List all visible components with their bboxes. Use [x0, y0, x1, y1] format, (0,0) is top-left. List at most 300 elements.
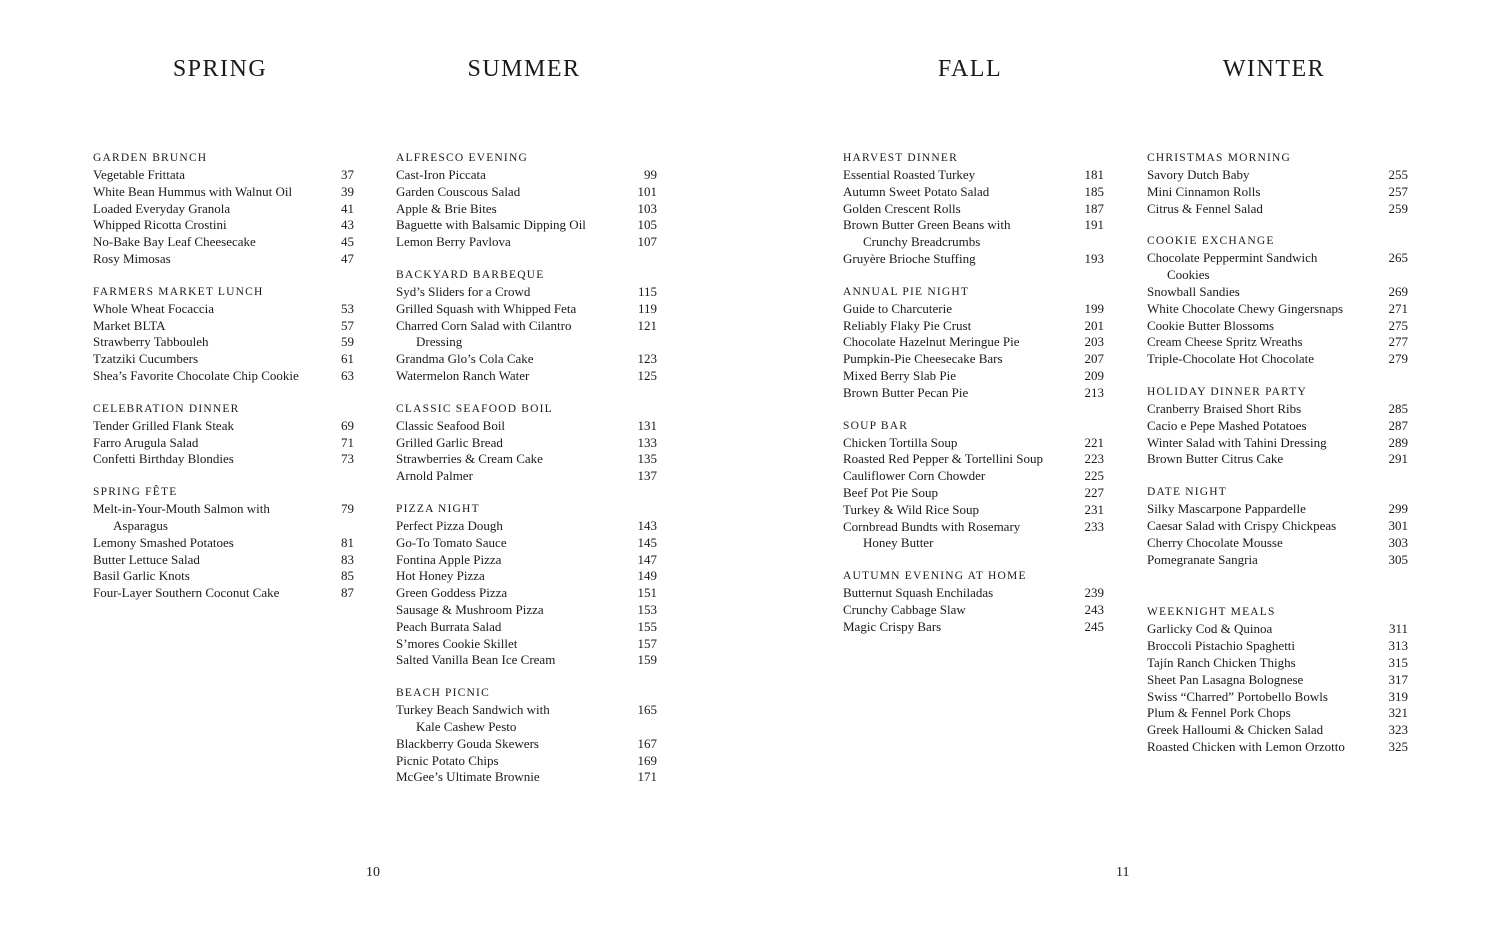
recipe-page-number: 207: [1084, 351, 1104, 367]
recipe-name: Sheet Pan Lasagna Bolognese: [1147, 671, 1304, 687]
recipe-entry: [1147, 739, 1408, 756]
recipe-page-number: 157: [637, 635, 657, 651]
menu-title: HOLIDAY DINNER PARTY: [1147, 385, 1308, 398]
menu-title: WEEKNIGHT MEALS: [1147, 606, 1276, 619]
winter-column: [1147, 150, 1408, 772]
recipe-entry: [843, 435, 1104, 452]
recipe-name: White Bean Hummus with Walnut Oil: [93, 183, 293, 199]
menu-title: AUTUMN EVENING AT HOME: [843, 570, 1027, 583]
recipe-page-number: 169: [637, 752, 657, 768]
recipe-entry: [93, 251, 354, 268]
recipe-page-number: 311: [1388, 621, 1408, 637]
recipe-name-continued: Honey Butter: [863, 535, 934, 551]
recipe-name: Cherry Chocolate Mousse: [1147, 534, 1283, 550]
recipe-name: Baguette with Balsamic Dipping Oil: [396, 217, 586, 233]
recipe-entry: [1147, 518, 1408, 535]
menu-section: [93, 401, 354, 468]
menu-section: [396, 267, 657, 385]
menu-section: [93, 284, 354, 385]
recipe-page-number: 71: [341, 434, 354, 450]
recipe-entry: [1147, 705, 1408, 722]
recipe-entry: [1147, 722, 1408, 739]
recipe-name: Reliably Flaky Pie Crust: [843, 317, 972, 333]
recipe-entry: [396, 451, 657, 468]
recipe-name: Peach Burrata Salad: [396, 618, 502, 634]
recipe-name: Tzatziki Cucumbers: [93, 351, 199, 367]
recipe-entry: [396, 301, 657, 318]
menu-title: BACKYARD BARBEQUE: [396, 268, 545, 281]
recipe-page-number: 313: [1388, 638, 1408, 654]
recipe-page-number: 191: [1084, 217, 1104, 233]
recipe-name: Loaded Everyday Granola: [93, 200, 231, 216]
recipe-name: Cauliflower Corn Chowder: [843, 468, 986, 484]
recipe-page-number: 171: [637, 769, 657, 785]
recipe-name: White Chocolate Chewy Gingersnaps: [1147, 300, 1344, 316]
recipe-entry: [396, 585, 657, 602]
menu-section: [843, 418, 1104, 553]
recipe-page-number: 135: [637, 451, 657, 467]
recipe-name: Greek Halloumi & Chicken Salad: [1147, 722, 1324, 738]
recipe-name: Picnic Potato Chips: [396, 752, 499, 768]
recipe-entry: [93, 201, 354, 218]
recipe-entry: [396, 284, 657, 301]
recipe-entry: [396, 201, 657, 218]
recipe-name: Basil Garlic Knots: [93, 568, 190, 584]
recipe-name: Four-Layer Southern Coconut Cake: [93, 585, 280, 601]
recipe-name: Lemony Smashed Potatoes: [93, 534, 234, 550]
menu-title: SOUP BAR: [843, 419, 909, 432]
recipe-page-number: 271: [1388, 300, 1408, 316]
recipe-entry: [396, 368, 657, 385]
recipe-name: Chocolate Hazelnut Meringue Pie: [843, 334, 1020, 350]
recipe-entry: [843, 602, 1104, 619]
recipe-name: Roasted Chicken with Lemon Orzotto: [1147, 738, 1345, 754]
recipe-name: Cream Cheese Spritz Wreaths: [1147, 334, 1303, 350]
recipe-entry: [396, 535, 657, 552]
recipe-entry: [396, 468, 657, 485]
recipe-entry: [1147, 655, 1408, 672]
recipe-entry: [1147, 418, 1408, 435]
recipe-name: Apple & Brie Bites: [396, 200, 497, 216]
recipe-entry: [396, 518, 657, 535]
menu-section: [93, 484, 354, 602]
recipe-page-number: 123: [637, 351, 657, 367]
recipe-name: No-Bake Bay Leaf Cheesecake: [93, 234, 256, 250]
recipe-page-number: 61: [341, 351, 354, 367]
recipe-name: Strawberry Tabbouleh: [93, 334, 209, 350]
recipe-name: Grandma Glo’s Cola Cake: [396, 351, 534, 367]
recipe-page-number: 213: [1084, 384, 1104, 400]
recipe-page-number: 45: [341, 234, 354, 250]
recipe-name: Shea’s Favorite Chocolate Chip Cookie: [93, 367, 299, 383]
recipe-page-number: 277: [1388, 334, 1408, 350]
recipe-page-number: 193: [1084, 250, 1104, 266]
menu-title: ALFRESCO EVENING: [396, 152, 528, 164]
recipe-name: Butter Lettuce Salad: [93, 551, 200, 567]
recipe-page-number: 87: [341, 585, 354, 601]
recipe-entry: [843, 619, 1104, 636]
menu-section: [843, 284, 1104, 402]
recipe-entry: [843, 251, 1104, 268]
recipe-page-number: 133: [637, 434, 657, 450]
recipe-page-number: 203: [1084, 334, 1104, 350]
menu-title: CELEBRATION DINNER: [93, 402, 240, 415]
menu-title: BEACH PICNIC: [396, 687, 490, 700]
recipe-name: McGee’s Ultimate Brownie: [396, 769, 540, 785]
recipe-entry: [93, 552, 354, 569]
recipe-name: Charred Corn Salad with Cilantro: [396, 317, 572, 333]
recipe-page-number: 323: [1388, 722, 1408, 738]
recipe-name: Hot Honey Pizza: [396, 568, 485, 584]
recipe-page-number: 185: [1084, 183, 1104, 199]
recipe-name: Savory Dutch Baby: [1147, 167, 1250, 182]
recipe-name: Mini Cinnamon Rolls: [1147, 183, 1261, 199]
recipe-name: Whipped Ricotta Crostini: [93, 217, 227, 233]
recipe-entry: [843, 351, 1104, 368]
recipe-name: Market BLTA: [93, 317, 166, 333]
recipe-entry: [843, 468, 1104, 485]
recipe-entry: [396, 753, 657, 770]
recipe-page-number: 317: [1388, 671, 1408, 687]
recipe-page-number: 245: [1084, 618, 1104, 634]
recipe-page-number: 63: [341, 367, 354, 383]
recipe-entry: [1147, 689, 1408, 706]
recipe-page-number: 151: [637, 585, 657, 601]
recipe-entry: [93, 568, 354, 585]
menu-section: [396, 501, 657, 669]
recipe-entry: [396, 769, 657, 786]
recipe-entry: [1147, 201, 1408, 218]
menu-title: DATE NIGHT: [1147, 486, 1228, 499]
recipe-page-number: 279: [1388, 351, 1408, 367]
fall-column: [843, 150, 1104, 652]
recipe-page-number: 201: [1084, 317, 1104, 333]
recipe-name-continued: Dressing: [416, 334, 463, 350]
recipe-entry: [396, 234, 657, 251]
recipe-name: Golden Crescent Rolls: [843, 200, 961, 216]
menu-section: [843, 568, 1104, 635]
recipe-entry: [1147, 301, 1408, 318]
spring-column: [93, 150, 354, 618]
recipe-entry: [1147, 501, 1408, 518]
recipe-page-number: 227: [1084, 484, 1104, 500]
recipe-name: Cacio e Pepe Mashed Potatoes: [1147, 417, 1307, 433]
recipe-entry: [1147, 621, 1408, 638]
recipe-entry: [93, 167, 354, 184]
recipe-page-number: 43: [341, 217, 354, 233]
recipe-entry: [93, 535, 354, 552]
recipe-name: Cornbread Bundts with Rosemary: [843, 518, 1021, 534]
recipe-entry: [396, 418, 657, 435]
recipe-entry: [1147, 167, 1408, 184]
recipe-name: Autumn Sweet Potato Salad: [843, 183, 990, 199]
recipe-name: Go-To Tomato Sauce: [396, 534, 507, 550]
recipe-entry: [843, 201, 1104, 218]
recipe-page-number: 301: [1388, 517, 1408, 533]
recipe-name: Pumpkin-Pie Cheesecake Bars: [843, 351, 1003, 367]
recipe-page-number: 225: [1084, 468, 1104, 484]
menu-title: CLASSIC SEAFOOD BOIL: [396, 402, 553, 415]
menu-title: CHRISTMAS MORNING: [1147, 152, 1292, 164]
menu-section: [1147, 150, 1408, 217]
recipe-entry: [93, 184, 354, 201]
recipe-name: Classic Seafood Boil: [396, 417, 506, 433]
recipe-entry: [396, 619, 657, 636]
recipe-name: Lemon Berry Pavlova: [396, 234, 511, 250]
recipe-name: Snowball Sandies: [1147, 283, 1240, 299]
recipe-page-number: 243: [1084, 601, 1104, 617]
recipe-entry: [396, 167, 657, 184]
recipe-page-number: 285: [1388, 400, 1408, 416]
recipe-name: Mixed Berry Slab Pie: [843, 367, 957, 383]
recipe-name: Tajín Ranch Chicken Thighs: [1147, 654, 1296, 670]
recipe-page-number: 239: [1084, 585, 1104, 601]
recipe-entry: [843, 585, 1104, 602]
recipe-name: Turkey & Wild Rice Soup: [843, 501, 979, 517]
recipe-entry: [396, 702, 657, 736]
recipe-page-number: 107: [637, 234, 657, 250]
recipe-page-number: 319: [1388, 688, 1408, 704]
page-number-left: 10: [366, 865, 380, 880]
recipe-name: Arnold Palmer: [396, 468, 473, 484]
recipe-page-number: 269: [1388, 283, 1408, 299]
recipe-entry: [1147, 535, 1408, 552]
recipe-name: Green Goddess Pizza: [396, 585, 508, 601]
recipe-name-continued: Kale Cashew Pesto: [416, 718, 517, 734]
recipe-page-number: 119: [637, 300, 657, 316]
recipe-page-number: 143: [637, 517, 657, 533]
menu-title: COOKIE EXCHANGE: [1147, 235, 1275, 248]
recipe-page-number: 145: [637, 534, 657, 550]
season-heading-spring: SPRING: [172, 56, 268, 82]
recipe-name: Crunchy Cabbage Slaw: [843, 601, 966, 617]
recipe-page-number: 265: [1388, 250, 1408, 266]
recipe-entry: [396, 552, 657, 569]
menu-title: SPRING FÊTE: [93, 486, 178, 499]
recipe-name: Cookie Butter Blossoms: [1147, 317, 1275, 333]
menu-title: FARMERS MARKET LUNCH: [93, 285, 264, 298]
recipe-name: Chocolate Peppermint Sandwich: [1147, 250, 1318, 266]
recipe-entry: [396, 184, 657, 201]
recipe-name: Brown Butter Green Beans with: [843, 217, 1011, 233]
recipe-name: Watermelon Ranch Water: [396, 367, 530, 383]
recipe-name: Magic Crispy Bars: [843, 618, 942, 634]
recipe-name: Grilled Squash with Whipped Feta: [396, 300, 577, 316]
recipe-entry: [93, 585, 354, 602]
recipe-page-number: 125: [637, 367, 657, 383]
recipe-name: Perfect Pizza Dough: [396, 517, 503, 533]
recipe-name: Brown Butter Pecan Pie: [843, 384, 969, 400]
recipe-name: Rosy Mimosas: [93, 250, 171, 266]
recipe-page-number: 165: [637, 702, 657, 718]
recipe-page-number: 153: [637, 601, 657, 617]
menu-section: [396, 685, 657, 786]
menu-section: [843, 150, 1104, 268]
recipe-entry: [396, 217, 657, 234]
recipe-page-number: 105: [637, 217, 657, 233]
recipe-entry: [396, 602, 657, 619]
recipe-page-number: 83: [341, 551, 354, 567]
recipe-entry: [396, 318, 657, 352]
recipe-page-number: 59: [341, 334, 354, 350]
recipe-page-number: 255: [1388, 167, 1408, 182]
recipe-name: Strawberries & Cream Cake: [396, 451, 543, 467]
recipe-page-number: 259: [1388, 200, 1408, 216]
season-heading-fall: FALL: [937, 56, 1003, 82]
recipe-entry: [843, 167, 1104, 184]
recipe-page-number: 47: [341, 250, 354, 266]
recipe-name: Fontina Apple Pizza: [396, 551, 502, 567]
recipe-name: Cast-Iron Piccata: [396, 167, 486, 182]
season-heading-summer: SUMMER: [467, 56, 581, 82]
recipe-name: Farro Arugula Salad: [93, 434, 199, 450]
recipe-name: S’mores Cookie Skillet: [396, 635, 518, 651]
menu-section: [396, 401, 657, 485]
recipe-name: Guide to Charcuterie: [843, 300, 953, 316]
recipe-name: Garden Couscous Salad: [396, 183, 521, 199]
recipe-name: Garlicky Cod & Quinoa: [1147, 621, 1273, 637]
recipe-name: Swiss “Charred” Portobello Bowls: [1147, 688, 1328, 704]
recipe-page-number: 137: [637, 468, 657, 484]
recipe-entry: [1147, 334, 1408, 351]
recipe-page-number: 73: [341, 451, 354, 467]
recipe-entry: [843, 301, 1104, 318]
recipe-page-number: 231: [1084, 501, 1104, 517]
recipe-entry: [843, 368, 1104, 385]
recipe-entry: [1147, 672, 1408, 689]
recipe-page-number: 53: [341, 300, 354, 316]
recipe-name: Brown Butter Citrus Cake: [1147, 451, 1284, 467]
recipe-name: Broccoli Pistachio Spaghetti: [1147, 638, 1296, 654]
recipe-page-number: 321: [1388, 705, 1408, 721]
recipe-page-number: 291: [1388, 451, 1408, 467]
menu-title: GARDEN BRUNCH: [93, 152, 208, 164]
recipe-page-number: 131: [637, 417, 657, 433]
menu-section: [1147, 604, 1408, 755]
recipe-page-number: 121: [637, 317, 657, 333]
recipe-name: Gruyère Brioche Stuffing: [843, 250, 976, 266]
menu-section: [1147, 484, 1408, 568]
recipe-entry: [843, 451, 1104, 468]
recipe-entry: [843, 334, 1104, 351]
recipe-page-number: 149: [637, 568, 657, 584]
recipe-entry: [843, 519, 1104, 553]
menu-section: [396, 150, 657, 251]
season-heading-winter: WINTER: [1222, 56, 1326, 82]
recipe-entry: [1147, 451, 1408, 468]
recipe-page-number: 85: [341, 568, 354, 584]
recipe-entry: [843, 184, 1104, 201]
recipe-name: Salted Vanilla Bean Ice Cream: [396, 652, 556, 668]
recipe-entry: [1147, 351, 1408, 368]
recipe-page-number: 181: [1084, 167, 1104, 182]
recipe-page-number: 39: [341, 183, 354, 199]
recipe-page-number: 155: [637, 618, 657, 634]
recipe-entry: [93, 318, 354, 335]
recipe-page-number: 99: [644, 167, 657, 182]
recipe-entry: [93, 334, 354, 351]
recipe-entry: [1147, 401, 1408, 418]
recipe-entry: [396, 736, 657, 753]
recipe-entry: [93, 418, 354, 435]
recipe-page-number: 115: [637, 283, 657, 299]
recipe-entry: [396, 652, 657, 669]
menu-title: PIZZA NIGHT: [396, 502, 480, 515]
recipe-entry: [1147, 284, 1408, 301]
recipe-name: Silky Mascarpone Pappardelle: [1147, 501, 1306, 517]
recipe-entry: [1147, 318, 1408, 335]
recipe-page-number: 221: [1084, 434, 1104, 450]
recipe-page-number: 287: [1388, 417, 1408, 433]
recipe-entry: [93, 435, 354, 452]
summer-column: [396, 150, 657, 802]
recipe-name: Blackberry Gouda Skewers: [396, 735, 539, 751]
recipe-name: Whole Wheat Focaccia: [93, 300, 215, 316]
recipe-page-number: 57: [341, 317, 354, 333]
recipe-page-number: 103: [637, 200, 657, 216]
recipe-page-number: 101: [637, 183, 657, 199]
recipe-entry: [93, 351, 354, 368]
recipe-entry: [1147, 552, 1408, 569]
recipe-page-number: 305: [1388, 551, 1408, 567]
recipe-entry: [93, 451, 354, 468]
recipe-name: Citrus & Fennel Salad: [1147, 200, 1263, 216]
recipe-name: Chicken Tortilla Soup: [843, 434, 958, 450]
recipe-page-number: 325: [1388, 738, 1408, 754]
recipe-entry: [843, 502, 1104, 519]
recipe-name: Tender Grilled Flank Steak: [93, 417, 234, 433]
recipe-entry: [396, 435, 657, 452]
recipe-page-number: 289: [1388, 434, 1408, 450]
recipe-entry: [1147, 435, 1408, 452]
recipe-name: Roasted Red Pepper & Tortellini Soup: [843, 451, 1043, 467]
recipe-page-number: 199: [1084, 300, 1104, 316]
recipe-entry: [396, 636, 657, 653]
recipe-entry: [93, 501, 354, 535]
recipe-name: Beef Pot Pie Soup: [843, 484, 938, 500]
recipe-page-number: 81: [341, 534, 354, 550]
recipe-name: Butternut Squash Enchiladas: [843, 585, 994, 601]
recipe-name: Sausage & Mushroom Pizza: [396, 601, 544, 617]
recipe-page-number: 209: [1084, 367, 1104, 383]
recipe-entry: [93, 234, 354, 251]
recipe-entry: [843, 318, 1104, 335]
recipe-name: Plum & Fennel Pork Chops: [1147, 705, 1291, 721]
recipe-page-number: 299: [1388, 501, 1408, 517]
page-number-right: 11: [1116, 865, 1130, 880]
recipe-page-number: 159: [637, 652, 657, 668]
menu-title: ANNUAL PIE NIGHT: [843, 285, 970, 298]
recipe-entry: [1147, 184, 1408, 201]
recipe-entry: [396, 568, 657, 585]
menu-section: [93, 150, 354, 268]
recipe-page-number: 257: [1388, 183, 1408, 199]
menu-title: HARVEST DINNER: [843, 152, 959, 164]
recipe-page-number: 275: [1388, 317, 1408, 333]
recipe-name-continued: Asparagus: [113, 517, 168, 533]
recipe-page-number: 187: [1084, 200, 1104, 216]
recipe-name: Grilled Garlic Bread: [396, 434, 503, 450]
recipe-page-number: 303: [1388, 534, 1408, 550]
recipe-name: Turkey Beach Sandwich with: [396, 702, 550, 718]
recipe-entry: [843, 485, 1104, 502]
recipe-page-number: 147: [637, 551, 657, 567]
recipe-name: Essential Roasted Turkey: [843, 167, 976, 182]
recipe-name: Confetti Birthday Blondies: [93, 451, 234, 467]
recipe-page-number: 69: [341, 417, 354, 433]
recipe-entry: [1147, 638, 1408, 655]
menu-section: [1147, 233, 1408, 368]
